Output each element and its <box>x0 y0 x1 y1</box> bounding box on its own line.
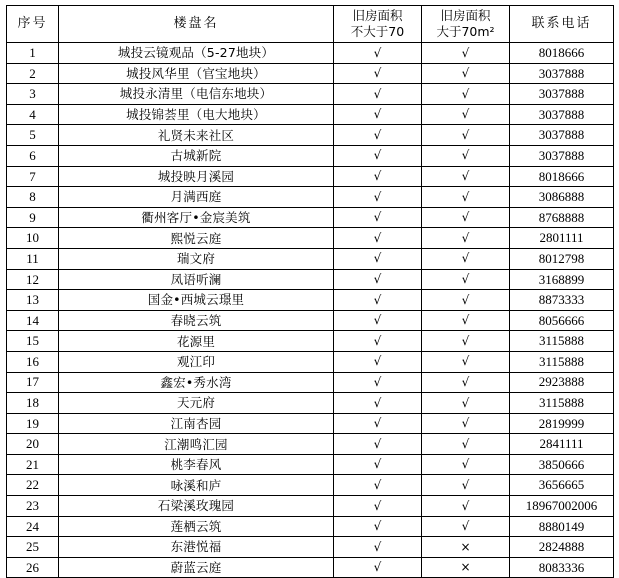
cell-property-name: 瑞文府 <box>59 248 334 269</box>
cell-property-name: 江潮鸣汇园 <box>59 434 334 455</box>
cell-area-large-check-icon: √ <box>422 413 510 434</box>
column-header-area-large <box>422 6 510 43</box>
table-body <box>7 43 614 578</box>
cell-phone: 3037888 <box>510 145 614 166</box>
cell-phone: 8873333 <box>510 290 614 311</box>
cell-area-large-check-icon: √ <box>422 63 510 84</box>
cell-index: 1 <box>7 43 59 64</box>
cell-area-large-check-icon: √ <box>422 104 510 125</box>
cell-property-name: 桃李春风 <box>59 454 334 475</box>
table-row <box>7 557 614 578</box>
column-header-area-small-line2: 不大于70 <box>350 24 405 39</box>
table-row <box>7 310 614 331</box>
column-header-area-large-line2: 大于70m² <box>436 24 495 39</box>
cell-index: 23 <box>7 496 59 517</box>
cell-index: 21 <box>7 454 59 475</box>
cell-phone: 2824888 <box>510 537 614 558</box>
table-row <box>7 145 614 166</box>
cell-area-large-check-icon: √ <box>422 228 510 249</box>
cell-index: 20 <box>7 434 59 455</box>
cell-index: 10 <box>7 228 59 249</box>
cell-area-small-check-icon: √ <box>334 351 422 372</box>
cell-property-name: 蔚蓝云庭 <box>59 557 334 578</box>
table-row <box>7 166 614 187</box>
table-row <box>7 290 614 311</box>
cell-area-small-check-icon: √ <box>334 413 422 434</box>
table-row <box>7 454 614 475</box>
cell-property-name: 江南杏园 <box>59 413 334 434</box>
cell-phone: 3168899 <box>510 269 614 290</box>
cell-area-small-check-icon: √ <box>334 454 422 475</box>
table-row <box>7 413 614 434</box>
table-row <box>7 331 614 352</box>
cell-phone: 3086888 <box>510 187 614 208</box>
cell-phone: 8012798 <box>510 248 614 269</box>
cell-index: 9 <box>7 207 59 228</box>
cell-phone: 3115888 <box>510 351 614 372</box>
cell-area-small-check-icon: √ <box>334 125 422 146</box>
table-row <box>7 125 614 146</box>
cell-index: 12 <box>7 269 59 290</box>
cell-area-large-check-icon: √ <box>422 269 510 290</box>
table-row <box>7 228 614 249</box>
cell-area-large-cross-icon: × <box>422 557 510 578</box>
cell-index: 7 <box>7 166 59 187</box>
cell-property-name: 熙悦云庭 <box>59 228 334 249</box>
cell-index: 8 <box>7 187 59 208</box>
cell-area-large-check-icon: √ <box>422 145 510 166</box>
cell-area-large-check-icon: √ <box>422 331 510 352</box>
cell-area-large-check-icon: √ <box>422 43 510 64</box>
table-row <box>7 104 614 125</box>
cell-property-name: 国金•西城云璟里 <box>59 290 334 311</box>
cell-area-small-check-icon: √ <box>334 166 422 187</box>
cell-index: 4 <box>7 104 59 125</box>
table-header-row <box>7 6 614 43</box>
cell-phone: 2801111 <box>510 228 614 249</box>
cell-property-name: 观江印 <box>59 351 334 372</box>
cell-property-name: 春晓云筑 <box>59 310 334 331</box>
cell-area-large-check-icon: √ <box>422 125 510 146</box>
cell-area-small-check-icon: √ <box>334 248 422 269</box>
cell-index: 16 <box>7 351 59 372</box>
cell-property-name: 城投永清里（电信东地块） <box>59 84 334 105</box>
cell-area-small-check-icon: √ <box>334 43 422 64</box>
table-row <box>7 248 614 269</box>
column-header-phone: 联系电话 <box>510 6 614 43</box>
cell-phone: 8056666 <box>510 310 614 331</box>
cell-area-large-cross-icon: × <box>422 537 510 558</box>
cell-phone: 8018666 <box>510 166 614 187</box>
cell-property-name: 凤语听澜 <box>59 269 334 290</box>
cell-area-small-check-icon: √ <box>334 393 422 414</box>
cell-index: 13 <box>7 290 59 311</box>
cell-property-name: 古城新院 <box>59 145 334 166</box>
cell-phone: 3037888 <box>510 125 614 146</box>
cell-area-small-check-icon: √ <box>334 516 422 537</box>
cell-property-name: 花源里 <box>59 331 334 352</box>
cell-property-name: 鑫宏•秀水湾 <box>59 372 334 393</box>
cell-index: 14 <box>7 310 59 331</box>
cell-phone: 3037888 <box>510 84 614 105</box>
cell-property-name: 咏溪和庐 <box>59 475 334 496</box>
column-header-name: 楼盘名 <box>59 6 334 43</box>
cell-index: 26 <box>7 557 59 578</box>
cell-area-large-check-icon: √ <box>422 290 510 311</box>
cell-area-small-check-icon: √ <box>334 537 422 558</box>
cell-phone: 8018666 <box>510 43 614 64</box>
column-header-area-large-line1: 旧房面积 <box>440 8 491 24</box>
cell-phone: 3850666 <box>510 454 614 475</box>
cell-phone: 2841111 <box>510 434 614 455</box>
cell-area-large-check-icon: √ <box>422 372 510 393</box>
property-listing-table <box>6 5 614 578</box>
cell-index: 25 <box>7 537 59 558</box>
cell-property-name: 城投映月溪园 <box>59 166 334 187</box>
cell-property-name: 城投锦荟里（电大地块） <box>59 104 334 125</box>
table-row <box>7 43 614 64</box>
cell-phone: 18967002006 <box>510 496 614 517</box>
cell-area-large-check-icon: √ <box>422 187 510 208</box>
cell-area-small-check-icon: √ <box>334 269 422 290</box>
cell-phone: 3037888 <box>510 63 614 84</box>
table-row <box>7 63 614 84</box>
cell-index: 11 <box>7 248 59 269</box>
cell-area-small-check-icon: √ <box>334 475 422 496</box>
cell-area-small-check-icon: √ <box>334 434 422 455</box>
table-row <box>7 393 614 414</box>
table-header <box>7 6 614 43</box>
cell-property-name: 礼贤未来社区 <box>59 125 334 146</box>
cell-area-small-check-icon: √ <box>334 84 422 105</box>
cell-area-large-check-icon: √ <box>422 434 510 455</box>
cell-area-large-check-icon: √ <box>422 207 510 228</box>
cell-property-name: 月满西庭 <box>59 187 334 208</box>
cell-area-small-check-icon: √ <box>334 187 422 208</box>
cell-area-small-check-icon: √ <box>334 228 422 249</box>
cell-index: 3 <box>7 84 59 105</box>
table-row <box>7 187 614 208</box>
cell-area-large-check-icon: √ <box>422 310 510 331</box>
cell-area-large-check-icon: √ <box>422 393 510 414</box>
table-row <box>7 537 614 558</box>
cell-index: 17 <box>7 372 59 393</box>
table-row <box>7 351 614 372</box>
table-row <box>7 516 614 537</box>
table-row <box>7 372 614 393</box>
cell-property-name: 天元府 <box>59 393 334 414</box>
cell-property-name: 石梁溪玫瑰园 <box>59 496 334 517</box>
cell-phone: 8880149 <box>510 516 614 537</box>
document-page <box>0 5 619 576</box>
cell-index: 15 <box>7 331 59 352</box>
cell-index: 18 <box>7 393 59 414</box>
table-row <box>7 84 614 105</box>
table-row <box>7 269 614 290</box>
cell-property-name: 城投风华里（官宝地块） <box>59 63 334 84</box>
cell-area-small-check-icon: √ <box>334 310 422 331</box>
cell-area-small-check-icon: √ <box>334 331 422 352</box>
cell-phone: 8083336 <box>510 557 614 578</box>
cell-area-small-check-icon: √ <box>334 104 422 125</box>
cell-phone: 2819999 <box>510 413 614 434</box>
cell-area-large-check-icon: √ <box>422 166 510 187</box>
cell-property-name: 衢州客厅•金宸美筑 <box>59 207 334 228</box>
cell-area-large-check-icon: √ <box>422 516 510 537</box>
cell-index: 6 <box>7 145 59 166</box>
cell-index: 22 <box>7 475 59 496</box>
cell-phone: 3115888 <box>510 393 614 414</box>
table-row <box>7 496 614 517</box>
cell-area-large-check-icon: √ <box>422 84 510 105</box>
table-row <box>7 207 614 228</box>
column-header-area-small <box>334 6 422 43</box>
column-header-area-small-line1: 旧房面积 <box>352 8 403 24</box>
cell-phone: 2923888 <box>510 372 614 393</box>
cell-phone: 8768888 <box>510 207 614 228</box>
cell-property-name: 莲栖云筑 <box>59 516 334 537</box>
cell-area-small-check-icon: √ <box>334 145 422 166</box>
column-header-index: 序号 <box>7 6 59 43</box>
cell-area-large-check-icon: √ <box>422 454 510 475</box>
cell-area-large-check-icon: √ <box>422 496 510 517</box>
cell-area-small-check-icon: √ <box>334 496 422 517</box>
cell-property-name: 城投云镜观品（5-27地块） <box>59 43 334 64</box>
cell-area-small-check-icon: √ <box>334 63 422 84</box>
cell-phone: 3656665 <box>510 475 614 496</box>
cell-index: 5 <box>7 125 59 146</box>
cell-property-name: 东港悦福 <box>59 537 334 558</box>
table-row <box>7 475 614 496</box>
cell-phone: 3037888 <box>510 104 614 125</box>
cell-area-small-check-icon: √ <box>334 207 422 228</box>
cell-area-small-check-icon: √ <box>334 557 422 578</box>
cell-index: 19 <box>7 413 59 434</box>
cell-area-large-check-icon: √ <box>422 351 510 372</box>
cell-area-large-check-icon: √ <box>422 475 510 496</box>
cell-area-small-check-icon: √ <box>334 290 422 311</box>
cell-index: 2 <box>7 63 59 84</box>
cell-area-large-check-icon: √ <box>422 248 510 269</box>
cell-area-small-check-icon: √ <box>334 372 422 393</box>
table-row <box>7 434 614 455</box>
cell-index: 24 <box>7 516 59 537</box>
cell-phone: 3115888 <box>510 331 614 352</box>
